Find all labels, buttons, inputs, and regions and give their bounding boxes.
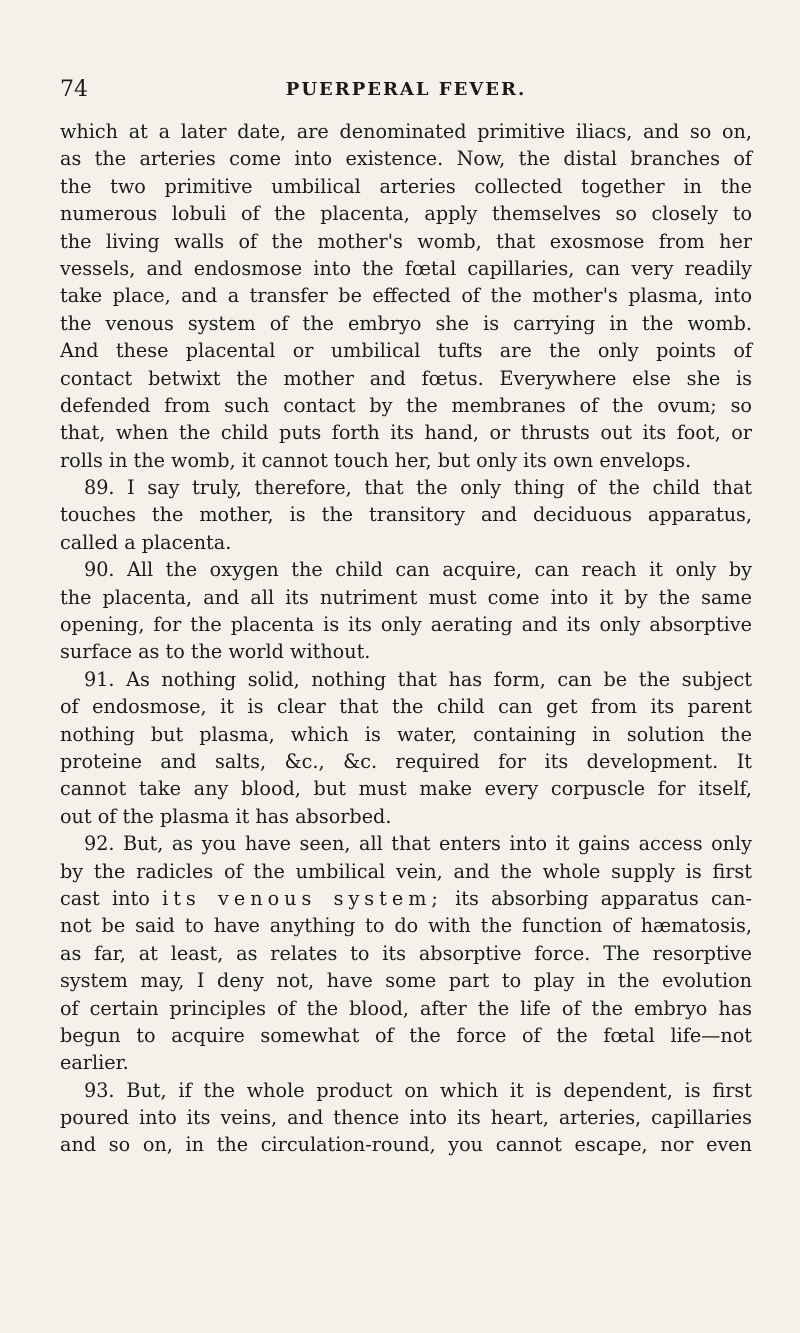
- text-line: surface as to the world without.: [60, 640, 371, 664]
- text-line: cannot take any blood, but must make every corpuscle for itself,: [60, 777, 752, 801]
- text-line: the venous system of the embryo she is carrying in the womb.: [60, 311, 752, 335]
- text-line: by the radicles of the umbilical vein, and the whole supply is first: [60, 859, 752, 883]
- text-line: poured into its veins, and thence into its heart, arteries, capillaries: [60, 1106, 752, 1130]
- text-line: touches the mother, is the transitory and deciduous apparatus,: [60, 503, 752, 527]
- text-line: of certain principles of the blood, after the life of the embryo has: [60, 996, 752, 1020]
- body-text: [60, 118, 752, 1159]
- text-line: that, when the child puts forth its hand, or thrusts out its foot, or: [60, 421, 752, 445]
- text-line: the two primitive umbilical arteries collected together in the: [60, 174, 752, 198]
- text-line: the placenta, and all its nutriment must come into it by the same: [60, 585, 752, 609]
- text-line: numerous lobuli of the placenta, apply themselves so closely to: [60, 202, 752, 226]
- text-line: vessels, and endosmose into the fœtal capillaries, can very readily: [60, 256, 752, 280]
- text-line: rolls in the womb, it cannot touch her, but only its own envelops.: [60, 448, 692, 472]
- text-line: take place, and a transfer be effected of the mother's plasma, into: [60, 284, 752, 308]
- text-line: defended from such contact by the membranes of the ovum; so: [60, 393, 752, 417]
- text-line: and so on, in the circulation-round, you cannot escape, nor even: [60, 1133, 752, 1157]
- text-line: not be said to have anything to do with the function of hæmatosis,: [60, 914, 752, 938]
- paragraph-92-line: 92. But, as you have seen, all that enters into it gains access only: [84, 832, 752, 856]
- page-header: [60, 76, 752, 104]
- text-line: nothing but plasma, which is water, containing in solution the: [60, 722, 752, 746]
- text-line: proteine and salts, &c., &c. required for its development. It: [60, 749, 752, 773]
- running-title: PUERPERAL FEVER.: [285, 79, 527, 100]
- text-line: as far, at least, as relates to its absorptive force. The resorptive: [60, 941, 752, 965]
- text-line: And these placental or umbilical tufts are the only points of: [60, 339, 752, 363]
- text-line: opening, for the placenta is its only aerating and its only absorptive: [60, 613, 752, 637]
- text-line-spaced: [60, 885, 752, 912]
- text-line: which at a later date, are denominated primitive iliacs, and so on,: [60, 120, 752, 143]
- text-segment: cast into: [60, 886, 150, 910]
- text-line: begun to acquire somewhat of the force of the fœtal life—not: [60, 1023, 752, 1047]
- page-number: 74: [60, 77, 88, 102]
- text-line: earlier.: [60, 1051, 129, 1075]
- text-line: contact betwixt the mother and fœtus. Everywhere else she is: [60, 366, 752, 390]
- paragraph-91-line: 91. As nothing solid, nothing that has form, can be the subject: [84, 667, 752, 691]
- paragraph-89-line: 89. I say truly, therefore, that the only thing of the child that: [84, 476, 752, 500]
- text-line: of endosmose, it is clear that the child can get from its parent: [60, 695, 752, 719]
- text-line: the living walls of the mother's womb, that exosmose from her: [60, 229, 752, 253]
- text-line: as the arteries come into existence. Now, the distal branches of: [60, 147, 752, 171]
- paragraph-93-line: 93. But, if the whole product on which it is dependent, is first: [84, 1078, 752, 1102]
- text-line: out of the plasma it has absorbed.: [60, 804, 392, 828]
- paragraph-90-line: 90. All the oxygen the child can acquire, can reach it only by: [84, 558, 752, 582]
- text-line: called a placenta.: [60, 530, 232, 554]
- text-line: system may, I deny not, have some part to play in the evolution: [60, 969, 752, 993]
- spaced-emphasis: its venous system;: [162, 886, 443, 910]
- text-segment: its absorbing apparatus can-: [455, 886, 753, 910]
